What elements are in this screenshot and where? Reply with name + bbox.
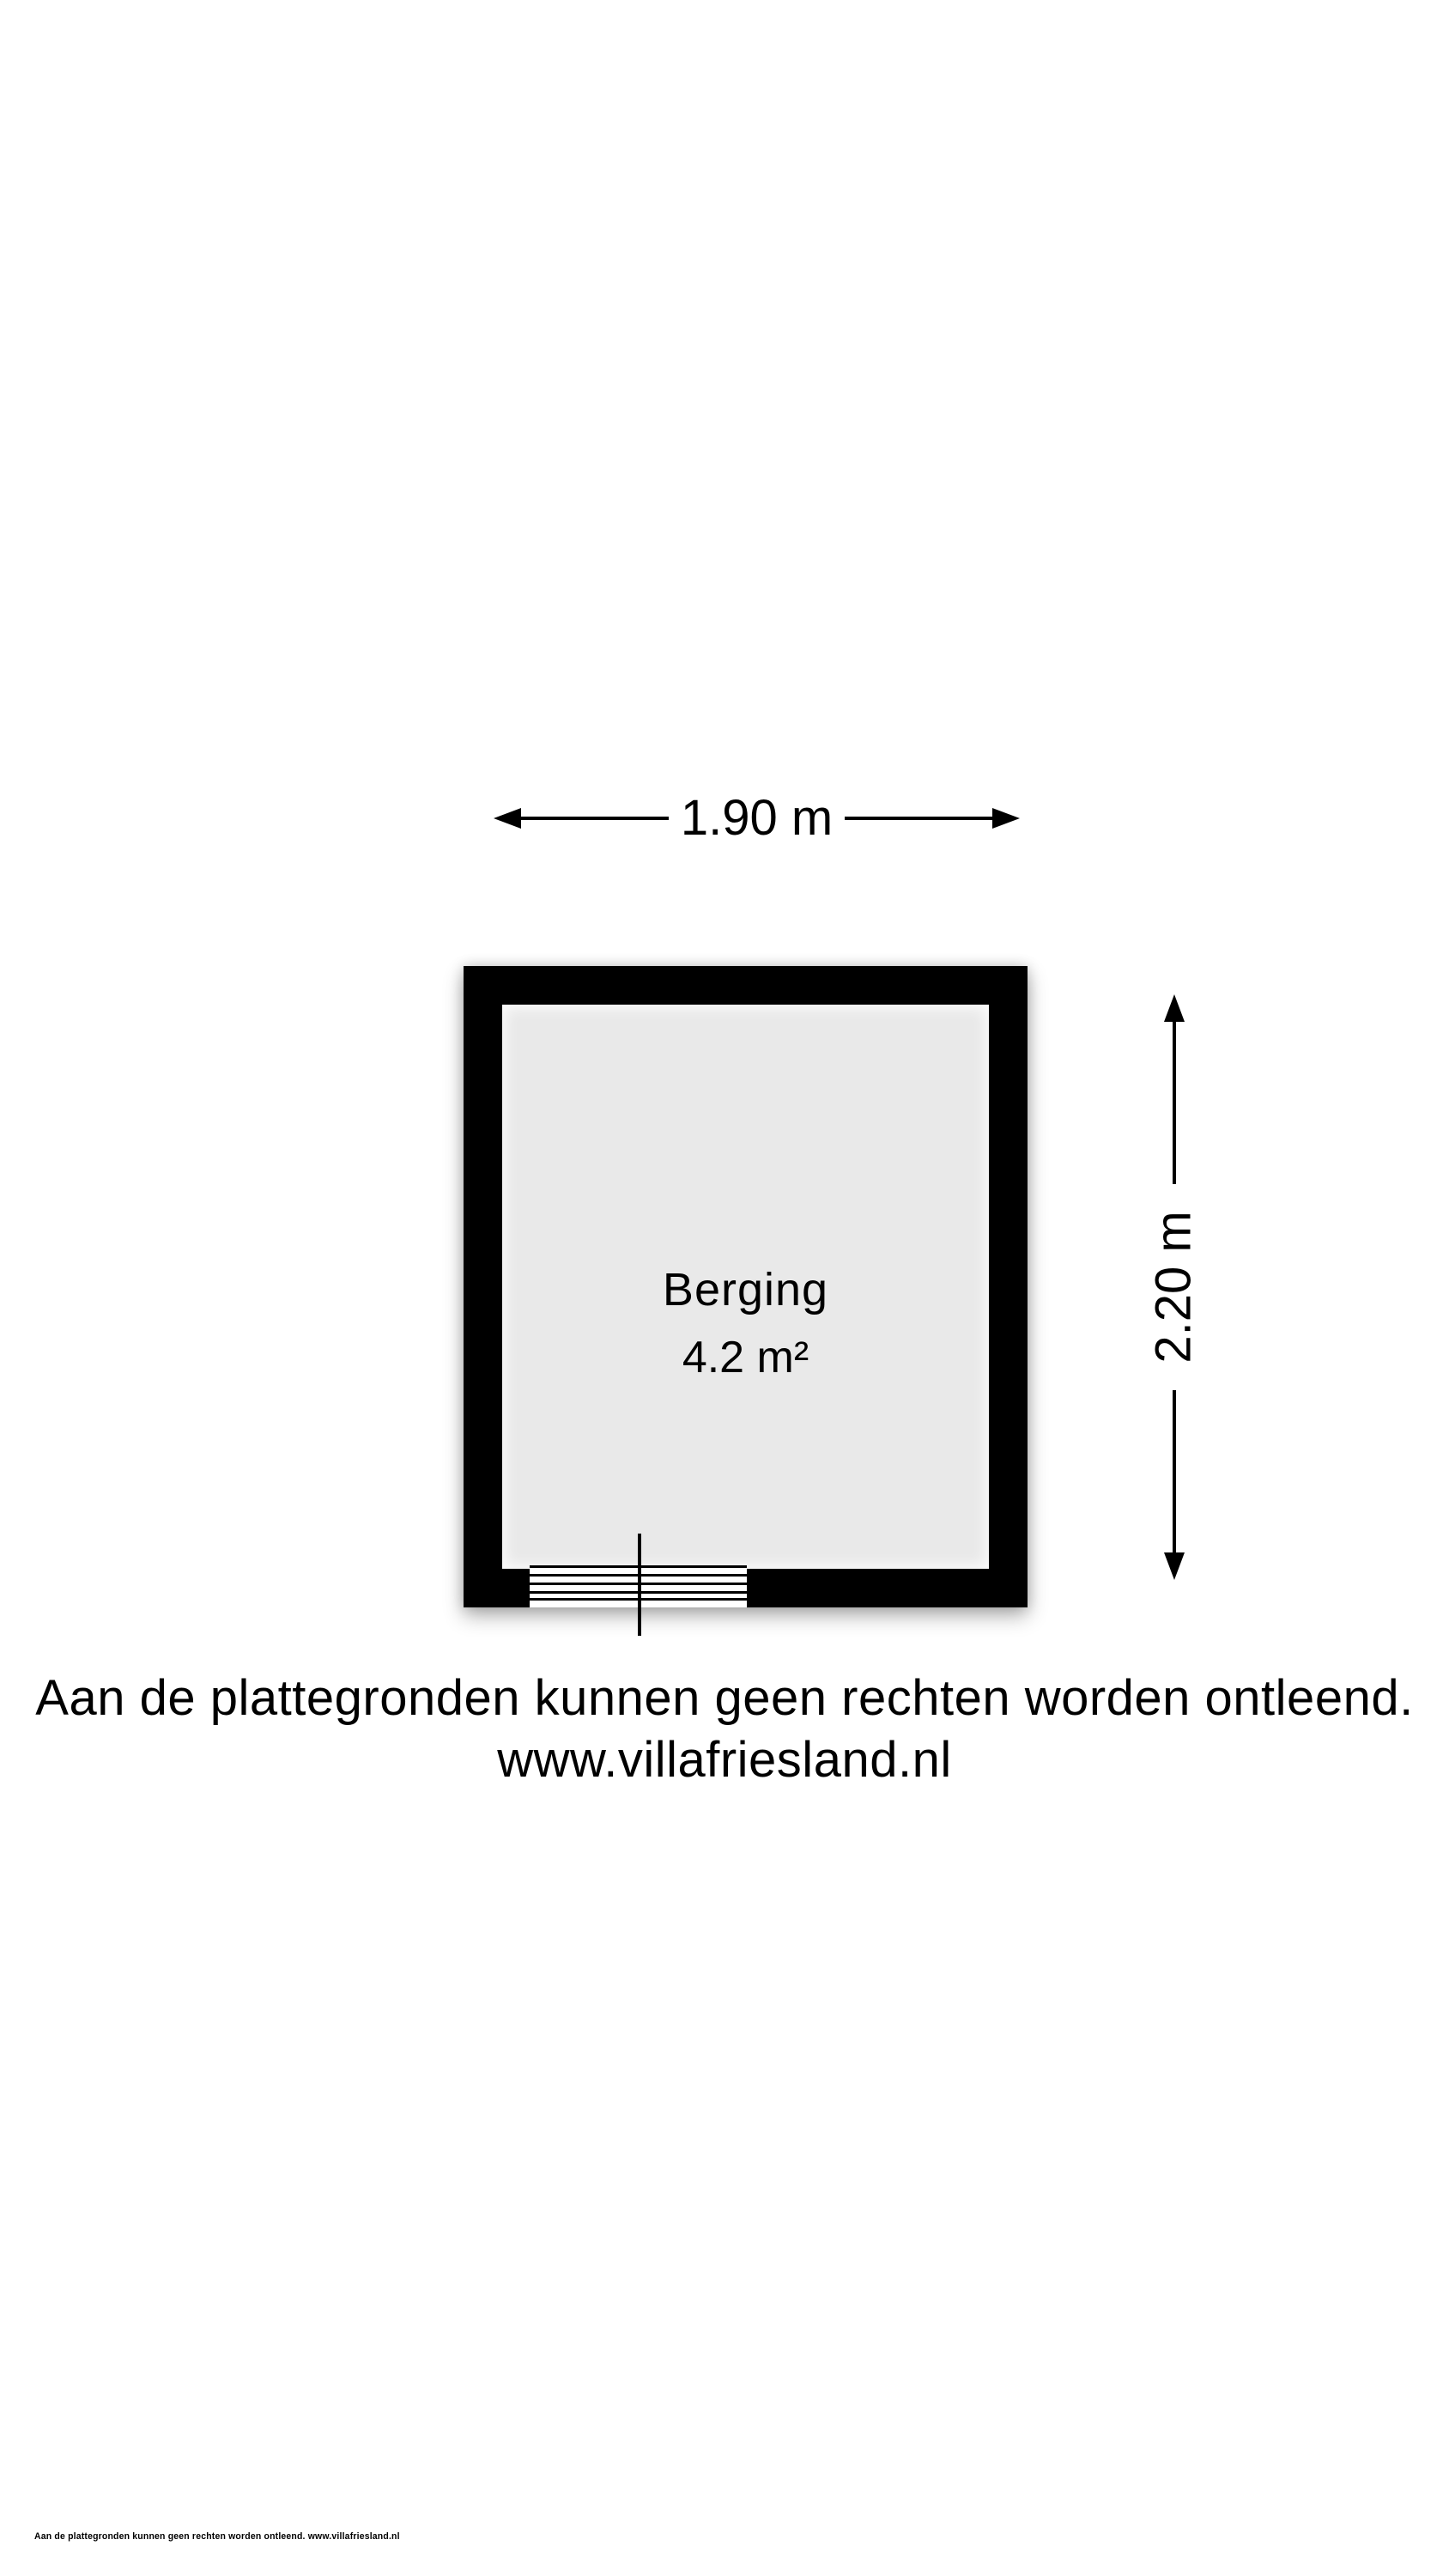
dimension-width bbox=[494, 792, 1020, 845]
arrow-down-icon bbox=[1164, 1552, 1185, 1580]
dimension-line bbox=[845, 817, 992, 820]
room-area: 4.2 m² bbox=[682, 1333, 809, 1382]
arrow-right-icon bbox=[992, 808, 1020, 829]
arrow-left-icon bbox=[494, 808, 521, 829]
disclaimer-text: Aan de plattegronden kunnen geen rechten worden ontleend. bbox=[35, 1670, 1414, 1726]
micro-footer: Aan de plattegronden kunnen geen rechten worden ontleend. www.villafriesland.nl bbox=[34, 2531, 400, 2542]
arrow-up-icon bbox=[1164, 994, 1185, 1022]
disclaimer bbox=[0, 1668, 1449, 1791]
dimension-height bbox=[1148, 994, 1201, 1580]
room-name: Berging bbox=[662, 1264, 829, 1315]
door-axis-line bbox=[638, 1534, 641, 1636]
room-label bbox=[502, 1264, 989, 1382]
dimension-height-label-wrap bbox=[1148, 1184, 1201, 1390]
dimension-height-label: 2.20 m bbox=[1146, 1211, 1203, 1364]
room-berging bbox=[464, 966, 1028, 1607]
dimension-line bbox=[1173, 1390, 1176, 1552]
website-text: www.villafriesland.nl bbox=[497, 1732, 952, 1788]
room-floor bbox=[502, 1005, 989, 1569]
dimension-line bbox=[1173, 1022, 1176, 1184]
dimension-width-label: 1.90 m bbox=[680, 790, 834, 846]
dimension-line bbox=[521, 817, 669, 820]
